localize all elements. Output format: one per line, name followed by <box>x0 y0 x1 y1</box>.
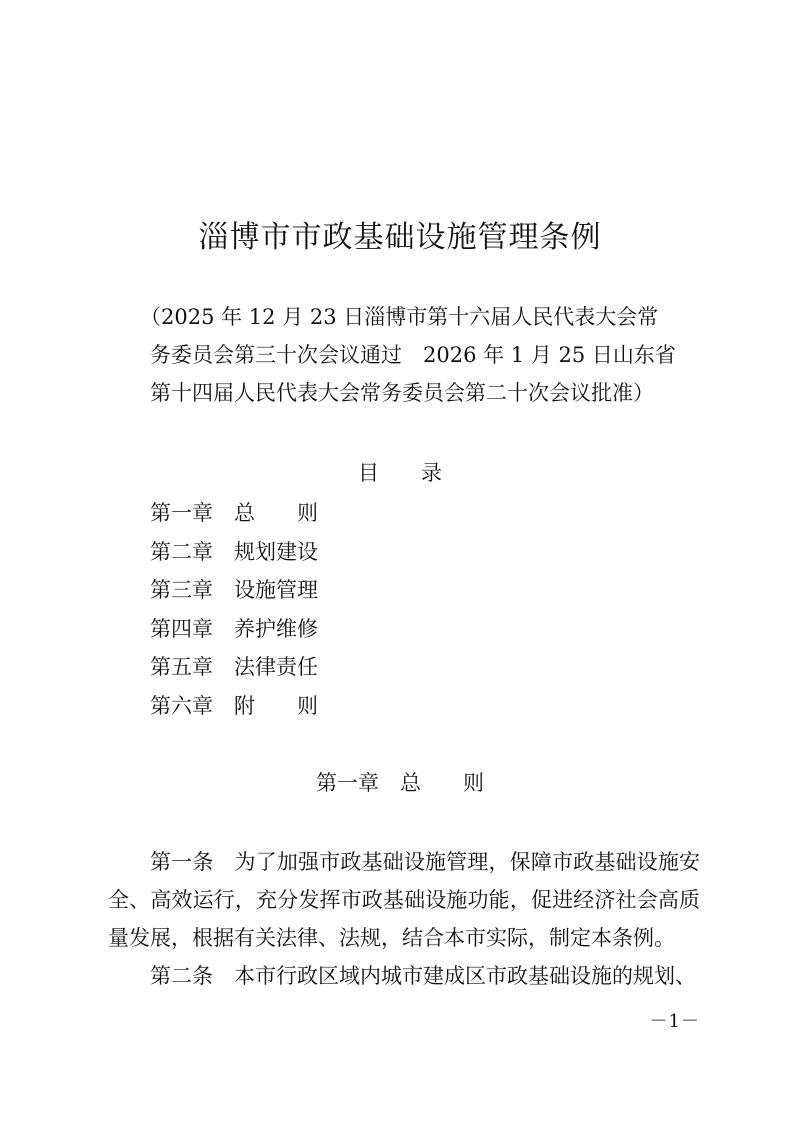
toc-item-chapter-6 <box>150 687 318 726</box>
article-2 <box>108 957 700 995</box>
toc-item-number: 第四章 <box>150 616 213 641</box>
toc-item-number: 第一章 <box>150 501 213 525</box>
article-text: 本市行政区域内城市建成区市政基础设施的规划、 <box>234 964 696 988</box>
article-body <box>108 843 700 995</box>
toc-item-title: 养护维修 <box>234 616 318 641</box>
toc-heading: 目 录 <box>358 461 442 485</box>
article-text: 为了加强市政基础设施管理，保障市政基础设施安全、高效运行，充分发挥市政基础设施功能，促进经济社会高质量发展，根据有关法律、法规，结合本市实际，制定本条例。 <box>108 850 700 950</box>
toc-item-chapter-1 <box>150 494 318 533</box>
toc-item-title: 总 则 <box>234 501 318 525</box>
chapter-1-heading: 第一章 总 则 <box>316 771 484 795</box>
toc-item-chapter-4 <box>150 610 318 649</box>
toc-item-chapter-3 <box>150 571 318 610</box>
document-title: 淄博市市政基础设施管理条例 <box>198 220 602 255</box>
adoption-note <box>140 298 676 412</box>
adoption-note-line-2: 务委员会第三十次会议通过 2026 年 1 月 25 日山东省 <box>150 343 676 367</box>
adoption-note-line-3: 第十四届人民代表大会常务委员会第二十次会议批准） <box>150 381 654 405</box>
toc-item-title: 规划建设 <box>234 539 318 564</box>
page-number: －1－ <box>649 1011 700 1032</box>
toc-item-chapter-5 <box>150 648 318 687</box>
adoption-note-line-1: （2025 年 12 月 23 日淄博市第十六届人民代表大会常 <box>140 305 659 329</box>
toc-item-title: 法律责任 <box>234 655 318 679</box>
article-number: 第一条 <box>150 850 214 874</box>
table-of-contents <box>150 494 318 725</box>
toc-item-number: 第三章 <box>150 578 213 602</box>
toc-item-number: 第二章 <box>150 539 213 564</box>
toc-item-title: 设施管理 <box>234 578 318 602</box>
toc-item-chapter-2 <box>150 533 318 572</box>
toc-item-number: 第六章 <box>150 693 213 718</box>
article-number: 第二条 <box>150 964 213 988</box>
toc-item-number: 第五章 <box>150 655 213 679</box>
article-1 <box>108 843 700 957</box>
toc-item-title: 附 则 <box>234 693 318 718</box>
